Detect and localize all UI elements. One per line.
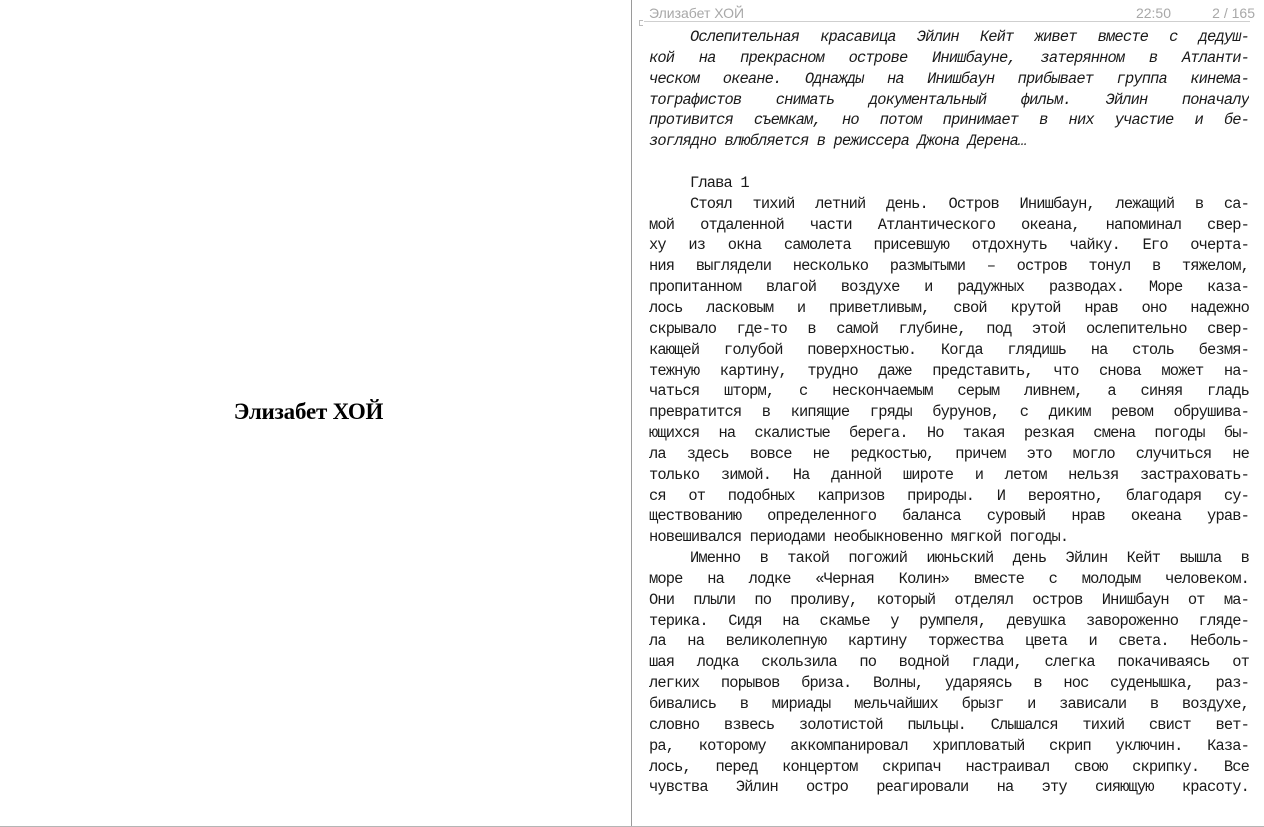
text-line: ся от подобных капризов природы. И вероятно, благодаря су- — [649, 486, 1249, 505]
text-line: легких порывов бриза. Волны, ударяясь в нос суденышка, раз- — [649, 674, 1249, 693]
text-line: ра, которому аккомпанировал хрипловатый скрип уключин. Каза- — [649, 736, 1249, 755]
blank-line — [649, 152, 1249, 173]
text-line: Именно в такой погожий июньский день Эйлин Кейт вышла в — [690, 549, 1249, 568]
text-line: ющихся на скалистые берега. Но такая резкая смена погоды бы- — [649, 424, 1249, 443]
page-text — [649, 27, 1249, 798]
bookmark-corner-icon[interactable] — [639, 20, 643, 26]
text-line: противится съемкам, но потом принимает в них участие и бе- — [649, 111, 1249, 130]
text-line: бивались в мириады мельчайших брызг и зависали в воздухе, — [649, 695, 1249, 713]
text-line: ния выглядели несколько размытыми – остров тонул в тяжелом, — [649, 257, 1249, 276]
text-line: ху из окна самолета присевшую отдохнуть чайку. Его очерта- — [649, 236, 1249, 255]
text-line: тежную картину, трудно даже представить, что снова может на- — [649, 361, 1249, 380]
text-line: ществованию определенного баланса суровый нрав океана урав- — [649, 507, 1249, 526]
text-line: Стоял тихий летний день. Остров Инишбаун, лежащий в са- — [690, 194, 1249, 213]
text-line: ла на великолепную картину торжества цвета и света. Неболь- — [649, 632, 1249, 651]
text-line: кающей голубой поверхностью. Когда глядишь на столь безмя- — [649, 340, 1249, 359]
text-line: чаться шторм, с нескончаемым серым ливнем, а синяя гладь — [649, 382, 1249, 401]
paragraph — [649, 548, 1249, 798]
header-rule — [644, 21, 1250, 22]
text-line: мой отдаленной части Атлантического океана, напоминал свер- — [649, 215, 1249, 234]
text-line: Они плыли по проливу, который отделял остров Инишбаун от ма- — [649, 590, 1249, 609]
text-line: терика. Сидя на скамье у румпеля, девушка завороженно гляде- — [649, 611, 1249, 630]
cover-author: Элизабет ХОЙ — [233, 399, 384, 424]
chapter-heading: Глава 1 — [690, 173, 749, 192]
text-line: только зимой. На данной широте и летом нельзя застраховать- — [649, 465, 1249, 484]
reader-header — [649, 5, 1259, 21]
paragraph — [649, 194, 1249, 548]
left-page[interactable] — [0, 0, 631, 826]
header-book-title: Элизабет ХОЙ — [649, 5, 745, 21]
text-line: ческом океане. Однажды на Инишбаун прибывает группа кинема- — [649, 69, 1249, 88]
header-clock: 22:50 — [1135, 5, 1171, 21]
header-page-counter: 2 / 165 — [1212, 5, 1255, 21]
text-line: новешивался периодами необыкновенно мягкой погоды. — [649, 528, 1069, 547]
text-line: скрывало где-то в самой глубине, под этой ослепительно свер- — [649, 319, 1249, 338]
right-page[interactable] — [632, 0, 1264, 826]
text-line: превратится в кипящие гряды бурунов, с диким ревом обрушива- — [649, 403, 1249, 422]
text-line: пропитанном влагой воздухе и радужных разводах. Море каза- — [649, 278, 1249, 297]
text-line: шая лодка скользила по водной глади, слегка покачиваясь от — [649, 653, 1249, 672]
text-line: лось ласковым и приветливым, свой крутой нрав оно надежно — [649, 298, 1249, 317]
text-line: зоглядно влюбляется в режиссера Джона Дерена… — [649, 132, 1027, 151]
annotation — [649, 27, 1249, 152]
text-line: чувства Эйлин остро реагировали на эту сияющую красоту. — [649, 778, 1249, 797]
text-line: море на лодке «Черная Колин» вместе с молодым человеком. — [649, 569, 1249, 588]
text-line: ла здесь вовсе не редкостью, причем это могло случиться не — [649, 444, 1249, 463]
text-line: лось, перед концертом скрипач настраивал свою скрипку. Все — [649, 757, 1249, 776]
text-line: тографистов снимать документальный фильм. Эйлин поначалу — [649, 90, 1249, 109]
text-line: Ослепительная красавица Эйлин Кейт живет вместе с дедуш- — [690, 28, 1249, 46]
text-line: кой на прекрасном острове Инишбауне, затерянном в Атланти- — [649, 48, 1249, 67]
text-line: словно взвесь золотистой пыльцы. Слышался тихий свист вет- — [649, 715, 1249, 734]
